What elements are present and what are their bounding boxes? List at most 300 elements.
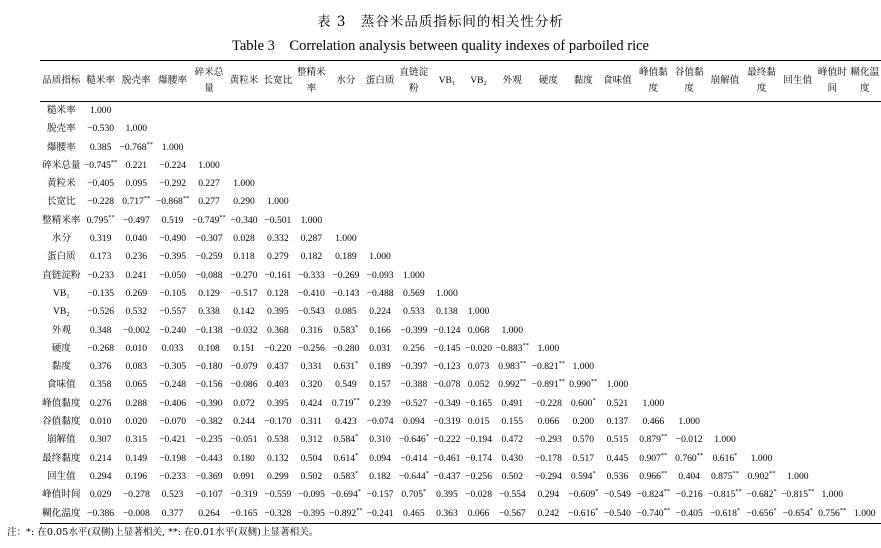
- table-cell: [635, 102, 672, 121]
- table-cell: 0.040: [125, 233, 148, 245]
- table-cell: [816, 322, 849, 340]
- table-cell: 0.072: [233, 397, 255, 409]
- table-cell: −0.397: [400, 361, 428, 373]
- table-cell: [431, 175, 463, 193]
- table-cell: 1.000: [89, 105, 112, 116]
- column-header: 硬度: [538, 75, 558, 86]
- table-cell: 0.239: [369, 397, 391, 409]
- table-cell: [397, 230, 432, 248]
- table-cell: 0.437: [267, 361, 289, 373]
- correlation-table: [40, 60, 881, 524]
- table-cell: [849, 395, 881, 413]
- table-row: [40, 248, 881, 266]
- table-cell: −0.559: [264, 489, 292, 501]
- table-cell: 1.000: [436, 287, 458, 299]
- table-cell: −0.618*: [709, 506, 741, 519]
- table-cell: [744, 358, 780, 376]
- table-cell: [816, 102, 849, 121]
- table-cell: [849, 413, 881, 431]
- table-cell: [780, 157, 816, 175]
- table-cell: [364, 175, 397, 193]
- table-cell: [635, 285, 672, 303]
- column-header: 回生值: [783, 75, 813, 86]
- row-header: 硬度: [51, 342, 71, 354]
- table-cell: 0.320: [300, 379, 323, 391]
- table-cell: [364, 120, 397, 138]
- table-cell: 0.583*: [333, 469, 359, 482]
- table-cell: −0.437: [433, 470, 461, 482]
- table-cell: [119, 102, 155, 121]
- table-cell: [431, 248, 463, 266]
- table-cell: [567, 267, 600, 285]
- table-cell: [635, 267, 672, 285]
- table-cell: −0.682*: [746, 488, 777, 501]
- table-cell: −0.107: [195, 489, 223, 501]
- table-cell: [530, 193, 566, 211]
- table-cell: [364, 212, 397, 230]
- table-cell: 0.532: [125, 306, 148, 318]
- table-cell: 1.000: [606, 379, 629, 391]
- row-header: 碎米总量: [42, 159, 81, 171]
- table-cell: 0.052: [467, 379, 490, 391]
- table-cell: [672, 157, 707, 175]
- table-cell: 0.319: [89, 233, 112, 245]
- table-cell: −0.157: [366, 489, 394, 501]
- table-cell: 0.538: [267, 434, 289, 446]
- table-cell: −0.070: [159, 416, 187, 428]
- table-cell: −0.294: [534, 470, 562, 482]
- table-row: [40, 157, 881, 175]
- table-cell: [706, 193, 743, 211]
- table-cell: −0.050: [159, 269, 187, 281]
- table-cell: −0.540: [603, 507, 631, 519]
- table-cell: [261, 157, 295, 175]
- table-row: [40, 340, 881, 358]
- table-cell: −0.549: [603, 489, 631, 501]
- column-header: 直链淀粉: [399, 67, 429, 94]
- row-header: 外观: [51, 324, 71, 336]
- table-cell: 0.614*: [333, 451, 359, 464]
- table-cell: −0.074: [366, 416, 394, 428]
- table-cell: 0.992**: [498, 378, 527, 391]
- table-cell: 0.466: [642, 416, 665, 428]
- table-cell: [530, 139, 566, 157]
- table-cell: −0.305: [159, 361, 187, 373]
- table-cell: [530, 267, 566, 285]
- table-cell: 0.095: [125, 178, 148, 190]
- table-cell: −0.530: [87, 123, 115, 135]
- table-cell: [530, 230, 566, 248]
- table-cell: −0.557: [159, 306, 187, 318]
- table-cell: [530, 175, 566, 193]
- table-cell: [816, 267, 849, 285]
- table-cell: 0.549: [335, 379, 357, 391]
- row-header: 黏度: [51, 361, 71, 373]
- table-cell: 1.000: [467, 306, 490, 318]
- table-cell: [494, 267, 530, 285]
- table-cell: 0.180: [233, 452, 255, 464]
- table-cell: −0.105: [159, 287, 187, 299]
- table-cell: 0.083: [125, 361, 148, 373]
- column-header: 糙米率: [86, 75, 115, 86]
- table-cell: −0.461: [433, 452, 461, 464]
- table-cell: [816, 468, 849, 486]
- table-cell: −0.328: [264, 507, 292, 519]
- table-cell: 0.902**: [747, 469, 776, 482]
- table-cell: 0.256: [403, 342, 425, 354]
- table-cell: 0.358: [89, 379, 112, 391]
- table-cell: −0.382: [195, 416, 223, 428]
- table-cell: [295, 193, 329, 211]
- table-cell: −0.395: [297, 507, 325, 519]
- table-cell: [600, 358, 635, 376]
- table-cell: −0.388: [400, 379, 428, 391]
- table-cell: −0.256: [465, 470, 493, 482]
- table-cell: −0.293: [534, 434, 562, 446]
- table-cell: 0.189: [335, 251, 357, 263]
- table-cell: [744, 376, 780, 394]
- table-cell: [397, 193, 432, 211]
- table-cell: 0.504: [300, 452, 323, 464]
- column-header: 爆腰率: [158, 75, 187, 86]
- column-header: 脱壳率: [121, 75, 151, 86]
- table-cell: [600, 322, 635, 340]
- table-cell: [530, 248, 566, 266]
- table-cell: 0.717**: [122, 195, 151, 208]
- table-cell: [463, 267, 495, 285]
- table-cell: 0.705*: [401, 488, 427, 501]
- table-cell: 0.363: [436, 507, 458, 519]
- table-cell: −0.095: [297, 489, 325, 501]
- table-cell: [849, 376, 881, 394]
- table-cell: [706, 340, 743, 358]
- table-cell: [397, 175, 432, 193]
- table-cell: [364, 193, 397, 211]
- table-cell: [744, 340, 780, 358]
- table-cell: [780, 230, 816, 248]
- table-cell: −0.319: [433, 416, 461, 428]
- table-cell: [816, 212, 849, 230]
- table-cell: [849, 267, 881, 285]
- table-row: [40, 230, 881, 248]
- row-header: 黄粒米: [46, 178, 76, 190]
- table-cell: [672, 248, 707, 266]
- table-cell: [635, 230, 672, 248]
- table-cell: 1.000: [161, 141, 184, 153]
- table-cell: −0.259: [195, 251, 223, 263]
- table-cell: 0.214: [89, 452, 112, 464]
- table-cell: [567, 230, 600, 248]
- table-cell: [706, 248, 743, 266]
- table-cell: −0.543: [297, 306, 325, 318]
- table-cell: −0.501: [264, 214, 292, 226]
- table-cell: −0.554: [498, 489, 526, 501]
- table-cell: −0.174: [465, 452, 493, 464]
- table-cell: −0.270: [230, 269, 258, 281]
- table-cell: 0.521: [606, 397, 629, 409]
- table-cell: [364, 139, 397, 157]
- table-cell: [567, 139, 600, 157]
- table-cell: [635, 358, 672, 376]
- table-cell: [816, 139, 849, 157]
- table-cell: −0.443: [195, 452, 223, 464]
- table-cell: −0.488: [366, 287, 394, 299]
- column-header: 食味值: [603, 75, 632, 86]
- table-cell: [672, 376, 707, 394]
- table-cell: 0.395: [436, 489, 458, 501]
- table-cell: 1.000: [854, 507, 876, 519]
- table-cell: [567, 248, 600, 266]
- table-cell: [463, 139, 495, 157]
- table-cell: [191, 139, 227, 157]
- table-cell: [431, 102, 463, 121]
- table-cell: [849, 212, 881, 230]
- table-cell: [706, 120, 743, 138]
- table-cell: [494, 139, 530, 157]
- table-cell: 0.149: [125, 452, 148, 464]
- table-cell: [295, 139, 329, 157]
- table-cell: [744, 248, 780, 266]
- table-cell: −0.124: [433, 324, 461, 336]
- table-cell: [706, 139, 743, 157]
- table-cell: 0.236: [125, 251, 148, 263]
- table-cell: [744, 102, 780, 121]
- table-cell: −0.609*: [568, 488, 599, 501]
- table-cell: 0.221: [125, 159, 148, 171]
- table-cell: −0.268: [87, 342, 115, 354]
- table-cell: −0.233: [87, 269, 115, 281]
- table-cell: −0.307: [195, 233, 223, 245]
- table-cell: [672, 230, 707, 248]
- row-header: 脱壳率: [46, 123, 76, 135]
- table-cell: [567, 340, 600, 358]
- table-cell: 0.031: [369, 342, 391, 354]
- table-cell: [600, 139, 635, 157]
- table-cell: [494, 102, 530, 121]
- table-cell: [600, 157, 635, 175]
- table-cell: 0.073: [467, 361, 490, 373]
- row-header: 直链淀粉: [42, 269, 81, 281]
- table-cell: [530, 102, 566, 121]
- table-cell: −0.216: [675, 489, 703, 501]
- table-cell: 0.631*: [333, 359, 359, 373]
- table-row: [40, 322, 881, 340]
- table-cell: −0.567: [498, 507, 526, 519]
- table-cell: [600, 193, 635, 211]
- row-header: 最终黏度: [42, 452, 81, 464]
- table-cell: 0.010: [125, 342, 148, 354]
- table-cell: [849, 102, 881, 121]
- table-cell: [261, 175, 295, 193]
- table-cell: −0.165: [230, 507, 258, 519]
- column-header: 黄粒米: [229, 75, 259, 86]
- table-cell: 0.536: [606, 470, 629, 482]
- table-title-cn: 表 3 蒸谷米品质指标间的相关性分析: [317, 14, 564, 30]
- table-cell: [706, 175, 743, 193]
- table-cell: 1.000: [501, 324, 524, 336]
- table-cell: [780, 120, 816, 138]
- table-row: [40, 431, 881, 449]
- table-cell: −0.745**: [83, 158, 118, 171]
- table-cell: [706, 230, 743, 248]
- table-cell: [816, 230, 849, 248]
- table-cell: [567, 212, 600, 230]
- table-cell: [600, 175, 635, 193]
- table-cell: 0.299: [267, 470, 289, 482]
- table-cell: [744, 431, 780, 449]
- table-cell: [397, 120, 432, 138]
- table-cell: [816, 450, 849, 468]
- table-cell: −0.093: [366, 269, 394, 281]
- table-cell: 0.966**: [639, 469, 668, 482]
- table-cell: [780, 450, 816, 468]
- table-cell: [706, 395, 743, 413]
- table-cell: 0.533: [403, 306, 425, 318]
- table-cell: 0.132: [267, 452, 289, 464]
- table-cell: 0.376: [89, 361, 112, 373]
- row-header: VB₁: [53, 287, 70, 299]
- table-cell: [780, 212, 816, 230]
- table-cell: 0.200: [572, 416, 595, 428]
- table-cell: [706, 102, 743, 121]
- table-cell: [494, 157, 530, 175]
- table-cell: 0.227: [198, 178, 220, 190]
- table-cell: [635, 175, 672, 193]
- table-cell: 0.312: [300, 434, 323, 446]
- table-cell: 0.091: [233, 470, 255, 482]
- table-row: [40, 395, 881, 413]
- table-cell: 0.907**: [639, 451, 668, 464]
- header-row: [40, 61, 881, 102]
- table-cell: [849, 230, 881, 248]
- table-cell: 0.385: [89, 141, 112, 153]
- column-header: 谷值黏度: [674, 67, 704, 94]
- table-cell: [706, 322, 743, 340]
- table-cell: −0.228: [87, 196, 115, 208]
- table-cell: 0.430: [501, 452, 524, 464]
- table-cell: −0.749**: [192, 213, 226, 226]
- table-cell: [328, 212, 364, 230]
- table-cell: [780, 175, 816, 193]
- table-cell: [780, 376, 816, 394]
- table-cell: [463, 230, 495, 248]
- table-cell: 0.316: [300, 324, 323, 336]
- table-cell: 1.000: [714, 434, 736, 446]
- table-cell: 1.000: [786, 470, 809, 482]
- table-cell: −0.012: [675, 434, 703, 446]
- table-cell: [431, 139, 463, 157]
- table-cell: [431, 193, 463, 211]
- table-cell: [780, 139, 816, 157]
- table-cell: 0.523: [161, 489, 184, 501]
- column-header: 黏度: [573, 75, 593, 86]
- table-cell: −0.490: [159, 233, 187, 245]
- table-cell: 0.423: [335, 416, 357, 428]
- table-cell: [397, 102, 432, 121]
- column-header: 蛋白质: [365, 75, 395, 86]
- table-cell: 0.066: [537, 416, 560, 428]
- column-header: 最终黏度: [747, 67, 776, 94]
- table-cell: −0.198: [159, 452, 187, 464]
- table-cell: [567, 303, 600, 321]
- table-cell: [600, 285, 635, 303]
- row-header: 爆腰率: [46, 141, 76, 153]
- table-cell: −0.768**: [119, 140, 154, 153]
- table-row: [40, 486, 881, 504]
- table-cell: −0.386: [87, 507, 115, 519]
- table-cell: −0.086: [230, 379, 258, 391]
- table-cell: [397, 212, 432, 230]
- table-cell: 1.000: [125, 123, 148, 135]
- table-cell: 0.094: [403, 416, 425, 428]
- table-cell: 0.066: [467, 507, 490, 519]
- table-cell: [780, 267, 816, 285]
- table-cell: [431, 230, 463, 248]
- table-row: [40, 505, 881, 524]
- footnote: 注：*: 在0.05水平(双侧)上显著相关, **: 在0.01水平(双侧)上显著相关。: [7, 527, 319, 538]
- table-cell: −0.240: [159, 324, 187, 336]
- table-cell: [780, 413, 816, 431]
- table-cell: [744, 413, 780, 431]
- table-cell: 0.224: [369, 306, 391, 318]
- table-row: [40, 120, 881, 138]
- table-cell: −0.390: [195, 397, 223, 409]
- row-header: 长宽比: [46, 196, 76, 208]
- table-cell: 0.760**: [675, 451, 704, 464]
- table-cell: [463, 212, 495, 230]
- table-cell: [780, 285, 816, 303]
- table-cell: 0.332: [267, 233, 289, 245]
- table-cell: −0.292: [159, 178, 187, 190]
- table-cell: −0.278: [122, 489, 150, 501]
- table-cell: 0.155: [501, 416, 524, 428]
- table-cell: −0.395: [159, 251, 187, 263]
- column-header: 峰值黏度: [638, 67, 668, 94]
- table-cell: 0.028: [233, 233, 255, 245]
- table-cell: 1.000: [403, 269, 425, 281]
- table-cell: −0.002: [122, 324, 150, 336]
- table-cell: [780, 431, 816, 449]
- table-row: [40, 450, 881, 468]
- table-cell: [706, 413, 743, 431]
- table-cell: [227, 102, 261, 121]
- table-cell: [567, 120, 600, 138]
- table-cell: [672, 395, 707, 413]
- table-cell: −0.178: [534, 452, 562, 464]
- table-cell: −0.526: [87, 306, 115, 318]
- table-cell: [706, 267, 743, 285]
- table-cell: [849, 450, 881, 468]
- table-cell: [567, 322, 600, 340]
- table-cell: 0.517: [572, 452, 595, 464]
- table-cell: [431, 212, 463, 230]
- table-cell: [328, 139, 364, 157]
- table-cell: 0.294: [537, 489, 560, 501]
- row-header: 峰值时间: [42, 489, 81, 501]
- table-cell: [780, 340, 816, 358]
- table-cell: [328, 193, 364, 211]
- table-cell: [744, 267, 780, 285]
- row-header: 蛋白质: [46, 251, 76, 263]
- table-cell: −0.319: [230, 489, 258, 501]
- table-cell: 0.502: [501, 470, 524, 482]
- table-cell: [600, 248, 635, 266]
- table-cell: 0.616*: [712, 451, 738, 464]
- table-cell: 0.068: [467, 324, 490, 336]
- table-cell: 0.584*: [333, 433, 359, 446]
- table-cell: −0.646*: [398, 433, 429, 446]
- table-cell: 1.000: [678, 416, 700, 428]
